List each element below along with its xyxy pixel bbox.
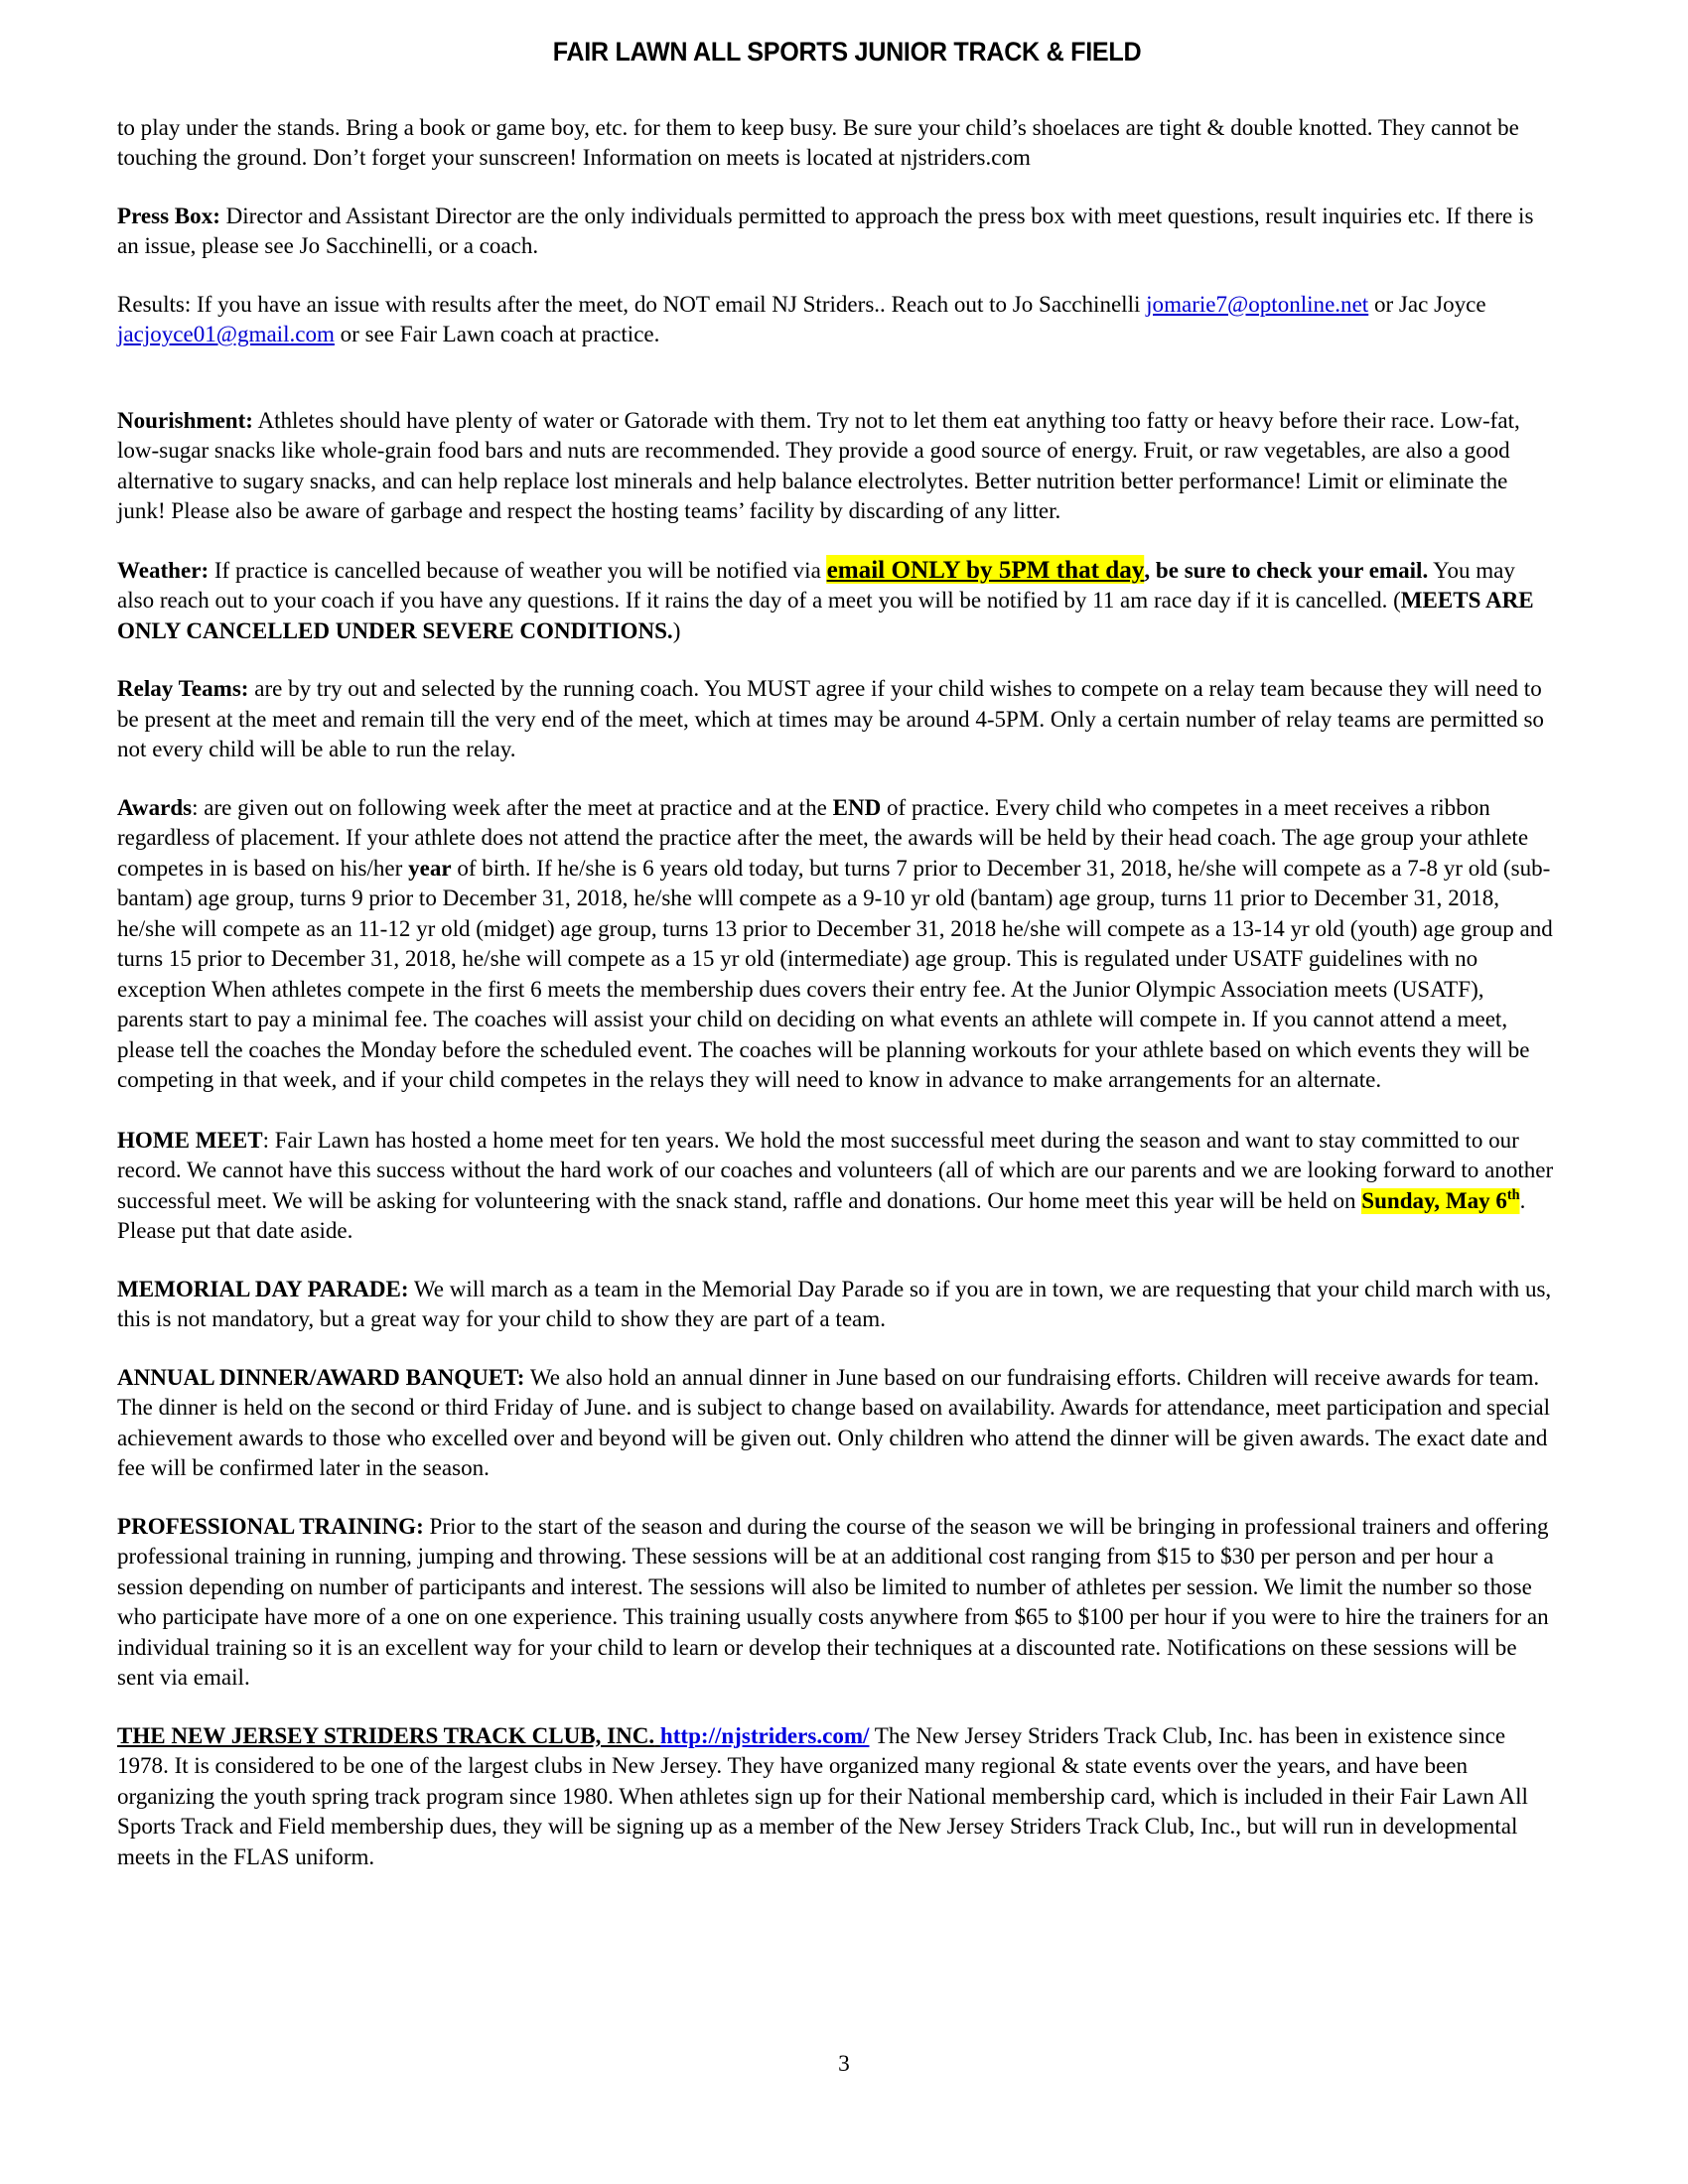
awards-bold-end: END (832, 794, 882, 821)
home-meet-date: Sunday, May 6 (1361, 1187, 1507, 1214)
professional-training-label: PROFESSIONAL TRAINING: (117, 1513, 424, 1540)
njstriders-website-link[interactable]: http://njstriders.com/ (659, 1722, 870, 1749)
memorial-day-parade-text: We will march as a team in the Memorial Day Parade so if you are in town, we are requesting that your child march with us, this is not mandatory, but a great way for your child to show they are part of a team. (117, 1276, 1552, 1333)
page-number: 3 (838, 2051, 850, 2077)
results-lead-text: Results: If you have an issue with results after the meet, do NOT email NJ Striders.. Reach out to Jo Sacchinelli (117, 291, 1147, 318)
nourishment-text: Athletes should have plenty of water or Gatorade with them. Try not to let them eat anything too fatty or heavy before their race. Low-fat, low-sugar snacks like whole-grain food bars and nuts are recommended. They provide a good source of energy. Fruit, or raw vegetables, are also a good alternative to sugary snacks, and can help replace lost minerals and help balance electrolytes. Better nutrition better performance! Limit or eliminate the junk! Please also be aware of garbage and respect the hosting teams’ facility by discarding of any litter. (117, 407, 1520, 525)
weather-label: Weather: (117, 557, 210, 584)
weather-bold-caps: MEETS ARE ONLY CANCELLED UNDER SEVERE CONDITIONS. (117, 588, 1534, 644)
spacer (117, 1694, 1555, 1721)
intro-text: to play under the stands. Bring a book or game boy, etc. for them to keep busy. Be sure your child’s shoelaces are tight & double knotted. They cannot be touching the ground. Don’t forget your sunscreen! Information on meets is located at njstriders.com (117, 114, 1519, 172)
spacer (117, 174, 1555, 202)
paragraph-awards (117, 793, 1555, 1096)
document-body (117, 113, 1555, 1873)
spacer (117, 646, 1555, 674)
paragraph-memorial-day-parade (117, 1275, 1555, 1335)
nourishment-label: Nourishment: (117, 407, 253, 434)
email-link-jomarie[interactable]: jomarie7@optonline.net (1146, 291, 1369, 318)
paragraph-results (117, 290, 1555, 350)
paragraph-professional-training (117, 1512, 1555, 1694)
awards-text-1: : are given out on following week after the meet at practice and at the (192, 794, 833, 821)
spacer (117, 1335, 1555, 1363)
spacer (117, 527, 1555, 555)
home-meet-text-2: . Please put that date aside. (117, 1187, 1526, 1245)
weather-text-2: You may also reach out to your coach if you have any questions. If it rains the day of a meet you will be notified by 11 am race day if it is cancelled. ( (117, 557, 1515, 614)
email-link-jacjoyce[interactable]: jacjoyce01@gmail.com (117, 322, 335, 348)
paragraph-nourishment (117, 406, 1555, 527)
paragraph-intro-continued (117, 113, 1555, 174)
spacer (117, 1247, 1555, 1275)
paragraph-annual-dinner (117, 1363, 1555, 1484)
home-meet-date-suffix: th (1506, 1186, 1520, 1203)
results-tail-text: or see Fair Lawn coach at practice. (334, 322, 660, 348)
press-box-label: Press Box: (117, 203, 220, 229)
home-meet-label: HOME MEET (117, 1127, 263, 1154)
professional-training-text: Prior to the start of the season and during the course of the season we will be bringing in professional trainers and offering professional training in running, jumping and throwing. These sessions will be at an additional cost ranging from $15 to $30 per person and per hour a session depending on number of participants and interest. The sessions will also be limited to number of athletes per session. We limit the number so those who participate have more of a one on one experience. This training usually costs anywhere from $65 to $100 per hour if you were to hire the trainers for an individual training so it is an excellent way for your child to learn or develop their techniques at a discounted rate. Notifications on these sessions will be sent via email. (117, 1513, 1549, 1692)
nj-striders-text: The New Jersey Striders Track Club, Inc. has been in existence since 1978. It is considered to be one of the largest clubs in New Jersey. They have organized many regional & state events over the years, and have been organizing the youth spring track program since 1980. When athletes sign up for their National membership card, which is included in their Fair Lawn All Sports Track and Field membership dues, they will be signing up as a member of the New Jersey Striders Track Club, Inc., but will run in developmental meets in the FLAS uniform. (117, 1722, 1528, 1870)
paragraph-press-box (117, 202, 1555, 262)
weather-bold-after: , be sure to check your email. (1144, 557, 1429, 584)
page-title: FAIR LAWN ALL SPORTS JUNIOR TRACK & FIELD (552, 37, 1142, 67)
annual-dinner-label: ANNUAL DINNER/AWARD BANQUET: (117, 1364, 525, 1391)
annual-dinner-text: We also hold an annual dinner in June based on our fundraising efforts. Children will receive awards for team. The dinner is held on the second or third Friday of June. and is subject to change based on availability. Awards for attendance, meet participation and special achievement awards to those who excelled over and beyond will be given out. Only children who attend the dinner will be given awards. The exact date and fee will be confirmed later in the season. (117, 1364, 1550, 1482)
spacer (117, 765, 1555, 793)
paragraph-home-meet (117, 1126, 1555, 1247)
awards-bold-year: year (408, 855, 452, 882)
home-meet-text-1: : Fair Lawn has hosted a home meet for ten years. We hold the most successful meet during the season and want to stay committed to our record. We cannot have this success without the hard work of our coaches and volunteers (all of which are our parents and we are looking forward to another successful meet. We will be asking for volunteering with the snack stand, raffle and donations. Our home meet this year will be held on (117, 1127, 1554, 1214)
relay-teams-text: are by try out and selected by the running coach. You MUST agree if your child wishes to compete on a relay team because they will need to be present at the meet and remain till the very end of the meet, which at times may be around 4-5PM. Only a certain number of relay teams are permitted so not every child will be able to run the relay. (117, 676, 1544, 763)
weather-text-1: If practice is cancelled because of weather you will be notified via (209, 557, 827, 584)
spacer (117, 1096, 1555, 1126)
spacer (117, 350, 1555, 406)
spacer (117, 1484, 1555, 1512)
awards-label: Awards (117, 794, 193, 821)
weather-text-3: ) (672, 617, 681, 644)
paragraph-nj-striders (117, 1721, 1555, 1873)
home-meet-date-highlight (1361, 1188, 1519, 1214)
awards-text-2: of practice. Every child who competes in a meet receives a ribbon regardless of placement. If your athlete does not attend the practice after the meet, the awards will be held by their head coach. The age group your athlete competes in is based on his/her (117, 794, 1529, 882)
memorial-day-parade-label: MEMORIAL DAY PARADE: (117, 1276, 409, 1302)
awards-text-3: of birth. If he/she is 6 years old today, but turns 7 prior to December 31, 2018, he/she will compete as a 7-8 yr old (sub-bantam) age group, turns 9 prior to December 31, 2018, he/she wlll compete as a 9-10 yr old (bantam) age group, turns 11 prior to December 31, 2018, he/she will compete as an 11-12 yr old (midget) age group, turns 13 prior to December 31, 2018 he/she will compete as a 13-14 yr old (youth) age group and turns 15 prior to December 31, 2018, he/she will compete as a 15 yr old (intermediate) age group. This is regulated under USATF guidelines with no exception When athletes compete in the first 6 meets the membership dues covers their entry fee. At the Junior Olympic Association meets (USATF), parents start to pay a minimal fee. The coaches will assist your child on deciding on what events an athlete will compete in. If you cannot attend a meet, please tell the coaches the Monday before the scheduled event. The coaches will be planning workouts for your athlete based on which events they will be competing in that week, and if your child competes in the relays they will need to know in advance to make arrangements for an alternate. (117, 855, 1553, 1094)
relay-teams-label: Relay Teams: (117, 676, 249, 703)
paragraph-weather (117, 555, 1555, 647)
press-box-text: Director and Assistant Director are the only individuals permitted to approach the press box with meet questions, result inquiries etc. If there is an issue, please see Jo Sacchinelli, or a coach. (117, 203, 1534, 260)
nj-striders-label: THE NEW JERSEY STRIDERS TRACK CLUB, INC. (117, 1722, 655, 1749)
results-mid-text: or Jac Joyce (1368, 291, 1486, 318)
spacer (117, 262, 1555, 290)
weather-highlight: email ONLY by 5PM that day (826, 554, 1145, 584)
paragraph-relay-teams (117, 674, 1555, 765)
